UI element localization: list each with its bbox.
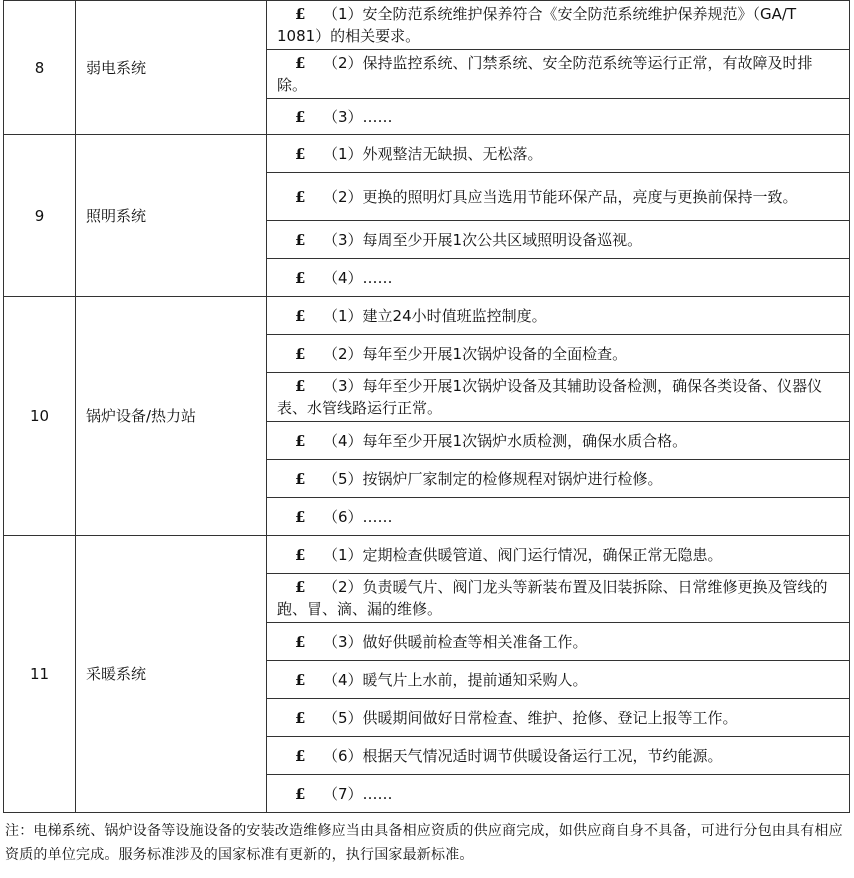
- requirement-text: （3）每年至少开展1次锅炉设备及其辅助设备检测，确保各类设备、仪器仪表、水管线路运行正常。: [277, 377, 823, 417]
- requirement-item: [267, 422, 850, 460]
- footnote: 注：电梯系统、锅炉设备等设施设备的安装改造维修应当由具备相应资质的供应商完成，如供应商自身不具备，可进行分包由具有相应资质的单位完成。服务标准涉及的国家标准有更新的，执行国家最新标准。: [5, 823, 843, 863]
- requirement-item: [267, 173, 850, 221]
- checkbox-glyph-icon: £: [295, 377, 306, 395]
- requirement-text: （2）负责暖气片、阀门龙头等新装布置及旧装拆除、日常维修更换及管线的跑、冒、滴、漏的维修。: [277, 578, 828, 618]
- requirement-item: [267, 99, 850, 135]
- requirement-item: [267, 50, 850, 99]
- requirement-text: （1）外观整洁无缺损、无松落。: [323, 144, 543, 163]
- table-body: [4, 1, 850, 813]
- checkbox-glyph-icon: £: [295, 632, 306, 651]
- table-row: [4, 135, 850, 173]
- checkbox-glyph-icon: £: [295, 670, 306, 689]
- requirement-item: [267, 661, 850, 699]
- requirement-item: [267, 737, 850, 775]
- checkbox-glyph-icon: £: [295, 344, 306, 363]
- requirement-text: （6）根据天气情况适时调节供暖设备运行工况，节约能源。: [323, 746, 723, 765]
- requirement-item: [267, 335, 850, 373]
- table-row: [4, 1, 850, 50]
- requirement-text: （1）定期检查供暖管道、阀门运行情况，确保正常无隐患。: [323, 545, 723, 564]
- requirement-item: [267, 699, 850, 737]
- requirement-text: （2）更换的照明灯具应当选用节能环保产品，亮度与更换前保持一致。: [323, 187, 798, 206]
- requirement-item: [267, 623, 850, 661]
- requirement-item: [267, 574, 850, 623]
- checkbox-glyph-icon: £: [295, 708, 306, 727]
- requirement-item: [267, 221, 850, 259]
- requirement-text: （7）……: [323, 784, 393, 803]
- system-name: 采暖系统: [76, 536, 267, 813]
- requirement-item: [267, 775, 850, 813]
- service-standard-table: [3, 0, 850, 813]
- checkbox-glyph-icon: £: [295, 746, 306, 765]
- requirement-text: （5）按锅炉厂家制定的检修规程对锅炉进行检修。: [323, 469, 663, 488]
- checkbox-glyph-icon: £: [295, 268, 306, 287]
- checkbox-glyph-icon: £: [295, 507, 306, 526]
- row-number: 8: [4, 1, 76, 135]
- system-name: 照明系统: [76, 135, 267, 297]
- requirement-item: [267, 373, 850, 422]
- requirement-item: [267, 297, 850, 335]
- requirement-text: （4）……: [323, 268, 393, 287]
- requirement-text: （3）每周至少开展1次公共区域照明设备巡视。: [323, 230, 643, 249]
- requirement-text: （2）保持监控系统、门禁系统、安全防范系统等运行正常，有故障及时排除。: [277, 54, 813, 94]
- checkbox-glyph-icon: £: [295, 784, 306, 803]
- row-number: 9: [4, 135, 76, 297]
- checkbox-glyph-icon: £: [295, 5, 306, 23]
- requirement-item: [267, 498, 850, 536]
- row-number: 10: [4, 297, 76, 536]
- requirement-text: （1）建立24小时值班监控制度。: [323, 306, 547, 325]
- checkbox-glyph-icon: £: [295, 144, 306, 163]
- table-row: [4, 297, 850, 335]
- system-name: 锅炉设备/热力站: [76, 297, 267, 536]
- requirement-text: （4）暖气片上水前，提前通知采购人。: [323, 670, 588, 689]
- requirement-text: （3）做好供暖前检查等相关准备工作。: [323, 632, 588, 651]
- requirement-text: （3）……: [323, 107, 393, 126]
- requirement-text: （5）供暖期间做好日常检查、维护、抢修、登记上报等工作。: [323, 708, 738, 727]
- requirement-text: （1）安全防范系统维护保养符合《安全防范系统维护保养规范》（GA/T 1081）的相关要求。: [277, 5, 797, 45]
- checkbox-glyph-icon: £: [295, 431, 306, 450]
- requirement-text: （6）……: [323, 507, 393, 526]
- checkbox-glyph-icon: £: [295, 230, 306, 249]
- requirement-item: [267, 1, 850, 50]
- checkbox-glyph-icon: £: [295, 545, 306, 564]
- table-row: [4, 536, 850, 574]
- requirement-item: [267, 135, 850, 173]
- checkbox-glyph-icon: £: [295, 187, 306, 206]
- checkbox-glyph-icon: £: [295, 306, 306, 325]
- requirement-text: （4）每年至少开展1次锅炉水质检测，确保水质合格。: [323, 431, 688, 450]
- checkbox-glyph-icon: £: [295, 578, 306, 596]
- requirement-item: [267, 460, 850, 498]
- requirement-item: [267, 536, 850, 574]
- checkbox-glyph-icon: £: [295, 107, 306, 126]
- requirement-item: [267, 259, 850, 297]
- requirement-text: （2）每年至少开展1次锅炉设备的全面检查。: [323, 344, 628, 363]
- checkbox-glyph-icon: £: [295, 469, 306, 488]
- checkbox-glyph-icon: £: [295, 54, 306, 72]
- row-number: 11: [4, 536, 76, 813]
- system-name: 弱电系统: [76, 1, 267, 135]
